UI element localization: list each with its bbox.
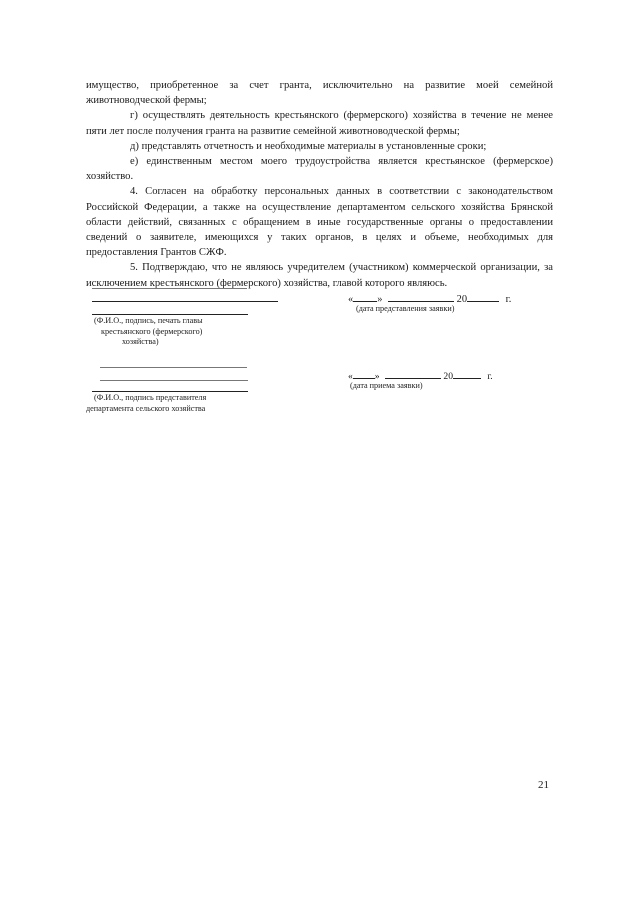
application-day-blank	[353, 292, 377, 302]
department-caption-line-2: департамента сельского хозяйства	[86, 404, 206, 413]
acceptance-year-blank	[453, 369, 481, 379]
application-year-prefix: 20	[456, 294, 468, 305]
acceptance-date-open-quote: «	[348, 371, 353, 382]
acceptance-day-blank	[353, 369, 375, 379]
acceptance-date-close-quote: »	[374, 371, 380, 382]
paragraph-property-use: имущество, приобретенное за счет гранта, исключительно на развитие моей семейной животноводческой фермы;	[86, 80, 553, 107]
acceptance-year-prefix: 20	[443, 371, 453, 382]
department-signature-line-2	[100, 380, 248, 381]
department-caption-line-1: (Ф.И.О., подпись представителя	[94, 393, 207, 402]
application-date-open-quote: «	[348, 294, 354, 305]
acceptance-month-blank	[385, 369, 441, 379]
application-date-close-quote: »	[377, 294, 383, 305]
applicant-caption-line-2: крестьянского (фермерского)	[101, 327, 203, 336]
paragraph-5-confirmation: 5. Подтверждаю, что не являюсь учредителем (участником) коммерческой организации, за исключением крестьянского (фермерского) хозяйства, главой которого являюсь.	[86, 262, 553, 289]
acceptance-date-caption: (дата приема заявки)	[350, 381, 423, 390]
paragraph-item-d: д) представлять отчетность и необходимые материалы в установленные сроки;	[130, 140, 487, 152]
paragraph-4-consent: 4. Согласен на обработку персональных данных в соответствии с законодательством Российской Федерации, а также на осуществление департаментом сельского хозяйства Брянской области действий, связанных с обращением в иные государственные органы о предоставлении сведений о заявителе, имеющихся у таких органов, в целях и объеме, необходимых для предоставления Грантов СЖФ.	[86, 186, 553, 259]
paragraph-item-g: г) осуществлять деятельность крестьянского (фермерского) хозяйства в течение не менее пяти лет после получения гранта на развитие семейной животноводческой фермы;	[86, 110, 553, 137]
application-date-caption: (дата представления заявки)	[356, 304, 455, 313]
acceptance-year-suffix: г.	[487, 371, 493, 382]
applicant-signature-line-1	[92, 288, 247, 289]
department-signature-line-3	[92, 391, 248, 392]
body-text	[86, 78, 553, 291]
applicant-caption-line-3: хозяйства)	[122, 337, 159, 346]
application-year-suffix: г.	[505, 294, 512, 305]
application-year-blank	[467, 292, 499, 302]
department-signature-line-1	[100, 367, 247, 368]
paragraph-item-e: е) единственным местом моего трудоустройства является крестьянское (фермерское) хозяйство.	[86, 156, 553, 183]
application-month-blank	[388, 292, 454, 302]
applicant-signature-line-3	[92, 314, 248, 315]
applicant-caption-line-1: (Ф.И.О., подпись, печать главы	[94, 316, 203, 325]
page-number: 21	[538, 779, 549, 791]
applicant-signature-line-2	[92, 301, 278, 302]
